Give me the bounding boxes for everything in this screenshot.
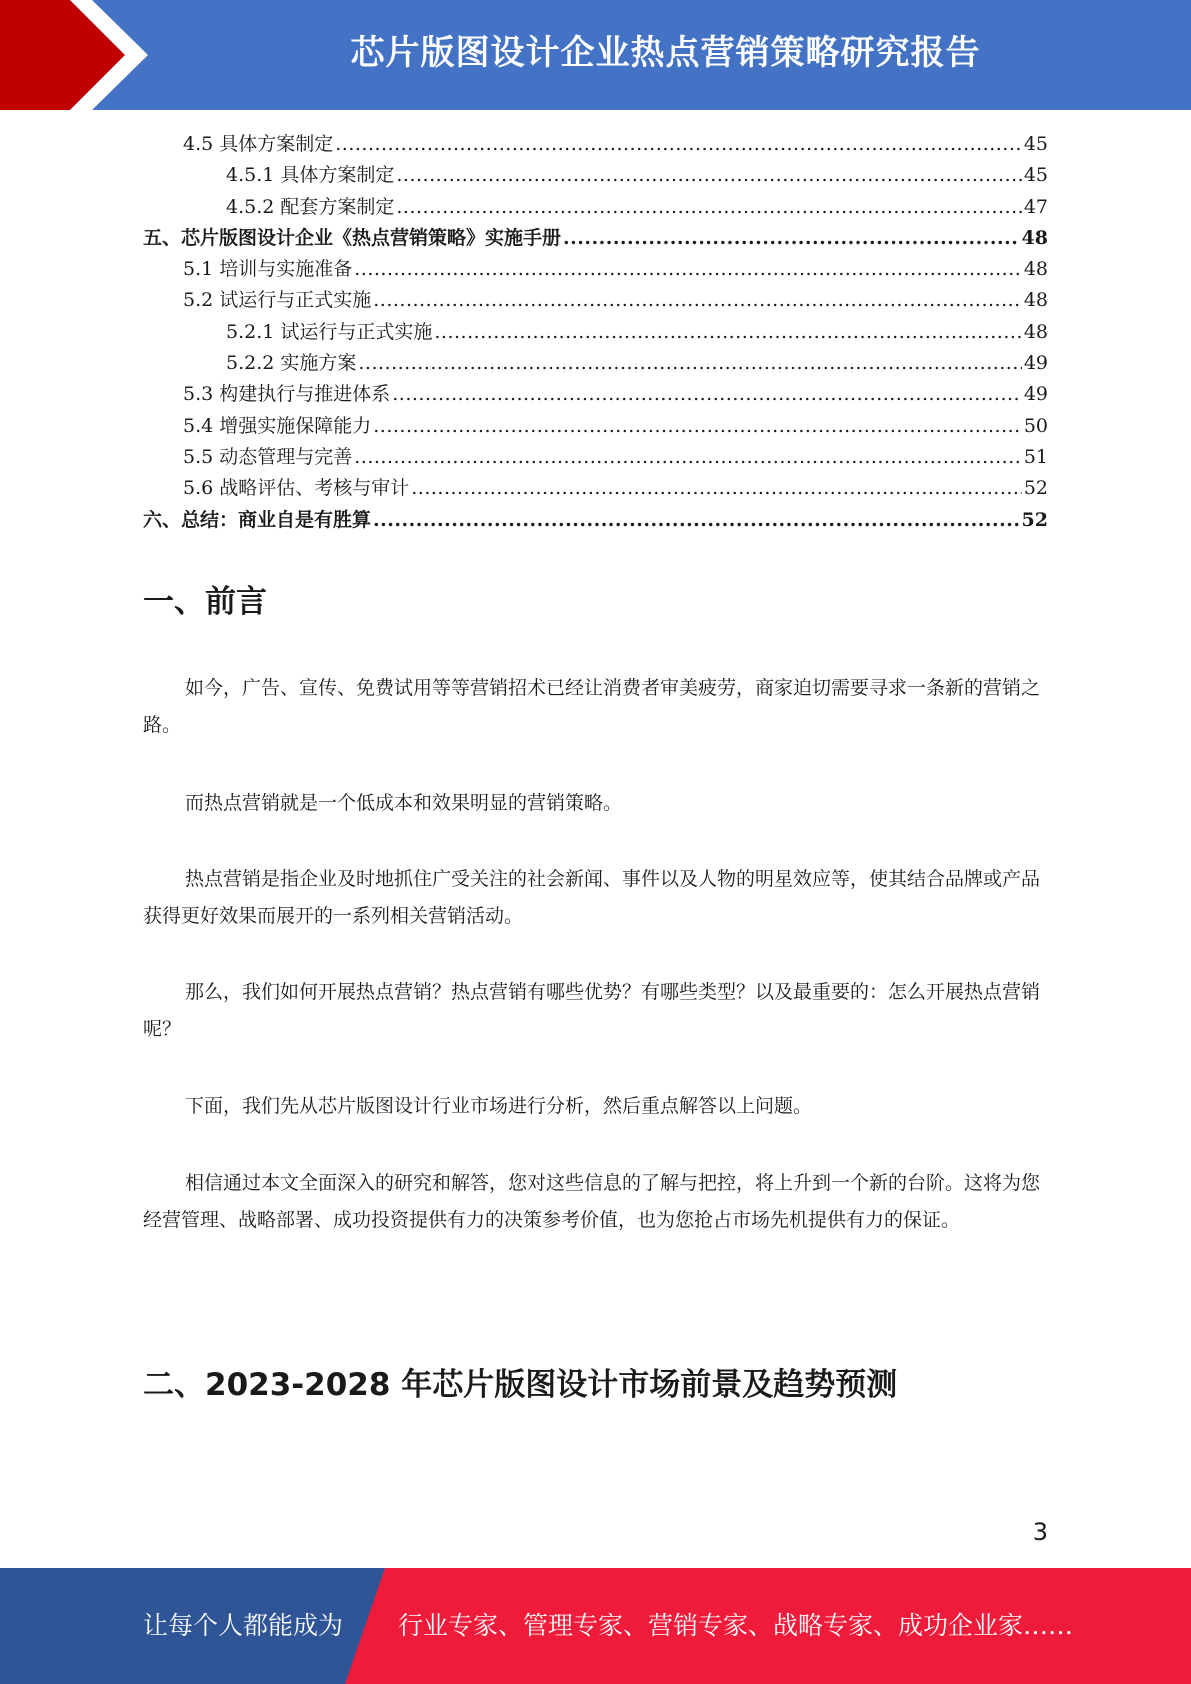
toc-leader-dots [396,160,1021,191]
toc-entry[interactable] [143,285,1048,316]
toc-entry[interactable] [143,160,1048,191]
toc-entry-page: 48 [1023,289,1048,312]
toc-entry-page: 52 [1023,477,1048,500]
toc-entry-page: 48 [1021,226,1048,249]
toc-entry[interactable] [143,505,1048,536]
body-paragraph: 那么，我们如何开展热点营销？热点营销有哪些优势？有哪些类型？以及最重要的：怎么开展热点营销呢？ [143,981,1041,1040]
toc-leader-dots [354,442,1022,473]
toc-entry-label: 六、总结：商业自是有胜算 [143,508,372,531]
toc-leader-dots [373,411,1022,442]
toc-entry-page: 49 [1023,352,1048,375]
toc-leader-dots [434,317,1021,348]
toc-entry[interactable] [143,223,1048,254]
toc-entry-page: 50 [1023,414,1048,437]
toc-entry-label: 4.5.2 配套方案制定 [226,195,395,218]
footer-slogan-right: 行业专家、管理专家、营销专家、战略专家、成功企业家…… [398,1611,1074,1640]
toc-entry[interactable] [143,473,1048,504]
toc-entry-label: 4.5 具体方案制定 [183,133,334,155]
toc-entry-page: 49 [1023,383,1048,406]
toc-leader-dots [354,254,1022,285]
section-heading-market-forecast: 二、2023-2028 年芯片版图设计市场前景及趋势预测 [143,1367,898,1403]
toc-entry[interactable] [143,192,1048,223]
body-paragraph: 相信通过本文全面深入的研究和解答，您对这些信息的了解与把控，将上升到一个新的台阶。这将为您经营管理、战略部署、成功投资提供有力的决策参考价值，也为您抢占市场先机提供有力的保证。 [143,1172,1041,1231]
toc-leader-dots [335,129,1022,160]
toc-entry[interactable] [143,411,1048,442]
page-header [0,0,1191,110]
toc-entry-label: 5.2 试运行与正式实施 [183,289,372,312]
toc-entry[interactable] [143,442,1048,473]
toc-entry[interactable] [143,317,1048,348]
toc-entry-label: 5.3 构建执行与推进体系 [183,383,391,406]
toc-entry[interactable] [143,129,1048,160]
toc-leader-dots [373,285,1022,316]
toc-leader-dots [396,192,1021,223]
toc-entry-page: 48 [1023,258,1048,281]
toc-leader-dots [563,223,1020,254]
page-number: 3 [1032,1518,1048,1546]
body-paragraph: 热点营销是指企业及时地抓住广受关注的社会新闻、事件以及人物的明星效应等，使其结合品牌或产品获得更好效果而展开的一系列相关营销活动。 [143,868,1041,927]
section-heading-preface: 一、前言 [143,584,267,620]
toc-entry-page: 45 [1023,164,1048,187]
header-title: 芯片版图设计企业热点营销策略研究报告 [350,33,981,73]
toc-entry-label: 5.2.2 实施方案 [226,352,357,375]
toc-leader-dots [358,348,1021,379]
header-arrow-decoration [0,0,160,110]
toc-entry[interactable] [143,379,1048,410]
toc-entry-label: 5.5 动态管理与完善 [183,445,353,468]
footer-slogan-left: 让每个人都能成为 [143,1611,344,1640]
toc-entry-page: 48 [1023,320,1048,343]
toc-entry-page: 52 [1021,508,1048,531]
toc-entry-label: 5.4 增强实施保障能力 [183,414,372,437]
toc-entry-label: 5.2.1 试运行与正式实施 [226,320,433,343]
table-of-contents [143,129,1048,536]
toc-entry-page: 45 [1023,133,1048,155]
body-paragraph: 如今，广告、宣传、免费试用等等营销招术已经让消费者审美疲劳，商家迫切需要寻求一条新的营销之路。 [143,677,1041,736]
toc-entry-page: 51 [1023,445,1048,468]
toc-entry-label: 5.1 培训与实施准备 [183,258,353,281]
toc-entry-label: 5.6 战略评估、考核与审计 [183,477,410,500]
toc-entry-label: 五、芯片版图设计企业《热点营销策略》实施手册 [143,226,562,249]
body-paragraph: 而热点营销就是一个低成本和效果明显的营销策略。 [185,792,623,814]
body-paragraph: 下面，我们先从芯片版图设计行业市场进行分析，然后重点解答以上问题。 [185,1095,813,1117]
toc-entry[interactable] [143,348,1048,379]
toc-entry-label: 4.5.1 具体方案制定 [226,164,395,187]
toc-leader-dots [392,379,1022,410]
toc-entry[interactable] [143,254,1048,285]
toc-entry-page: 47 [1023,195,1048,218]
toc-leader-dots [411,473,1022,504]
toc-leader-dots [373,505,1020,536]
page-footer [0,1568,1191,1684]
